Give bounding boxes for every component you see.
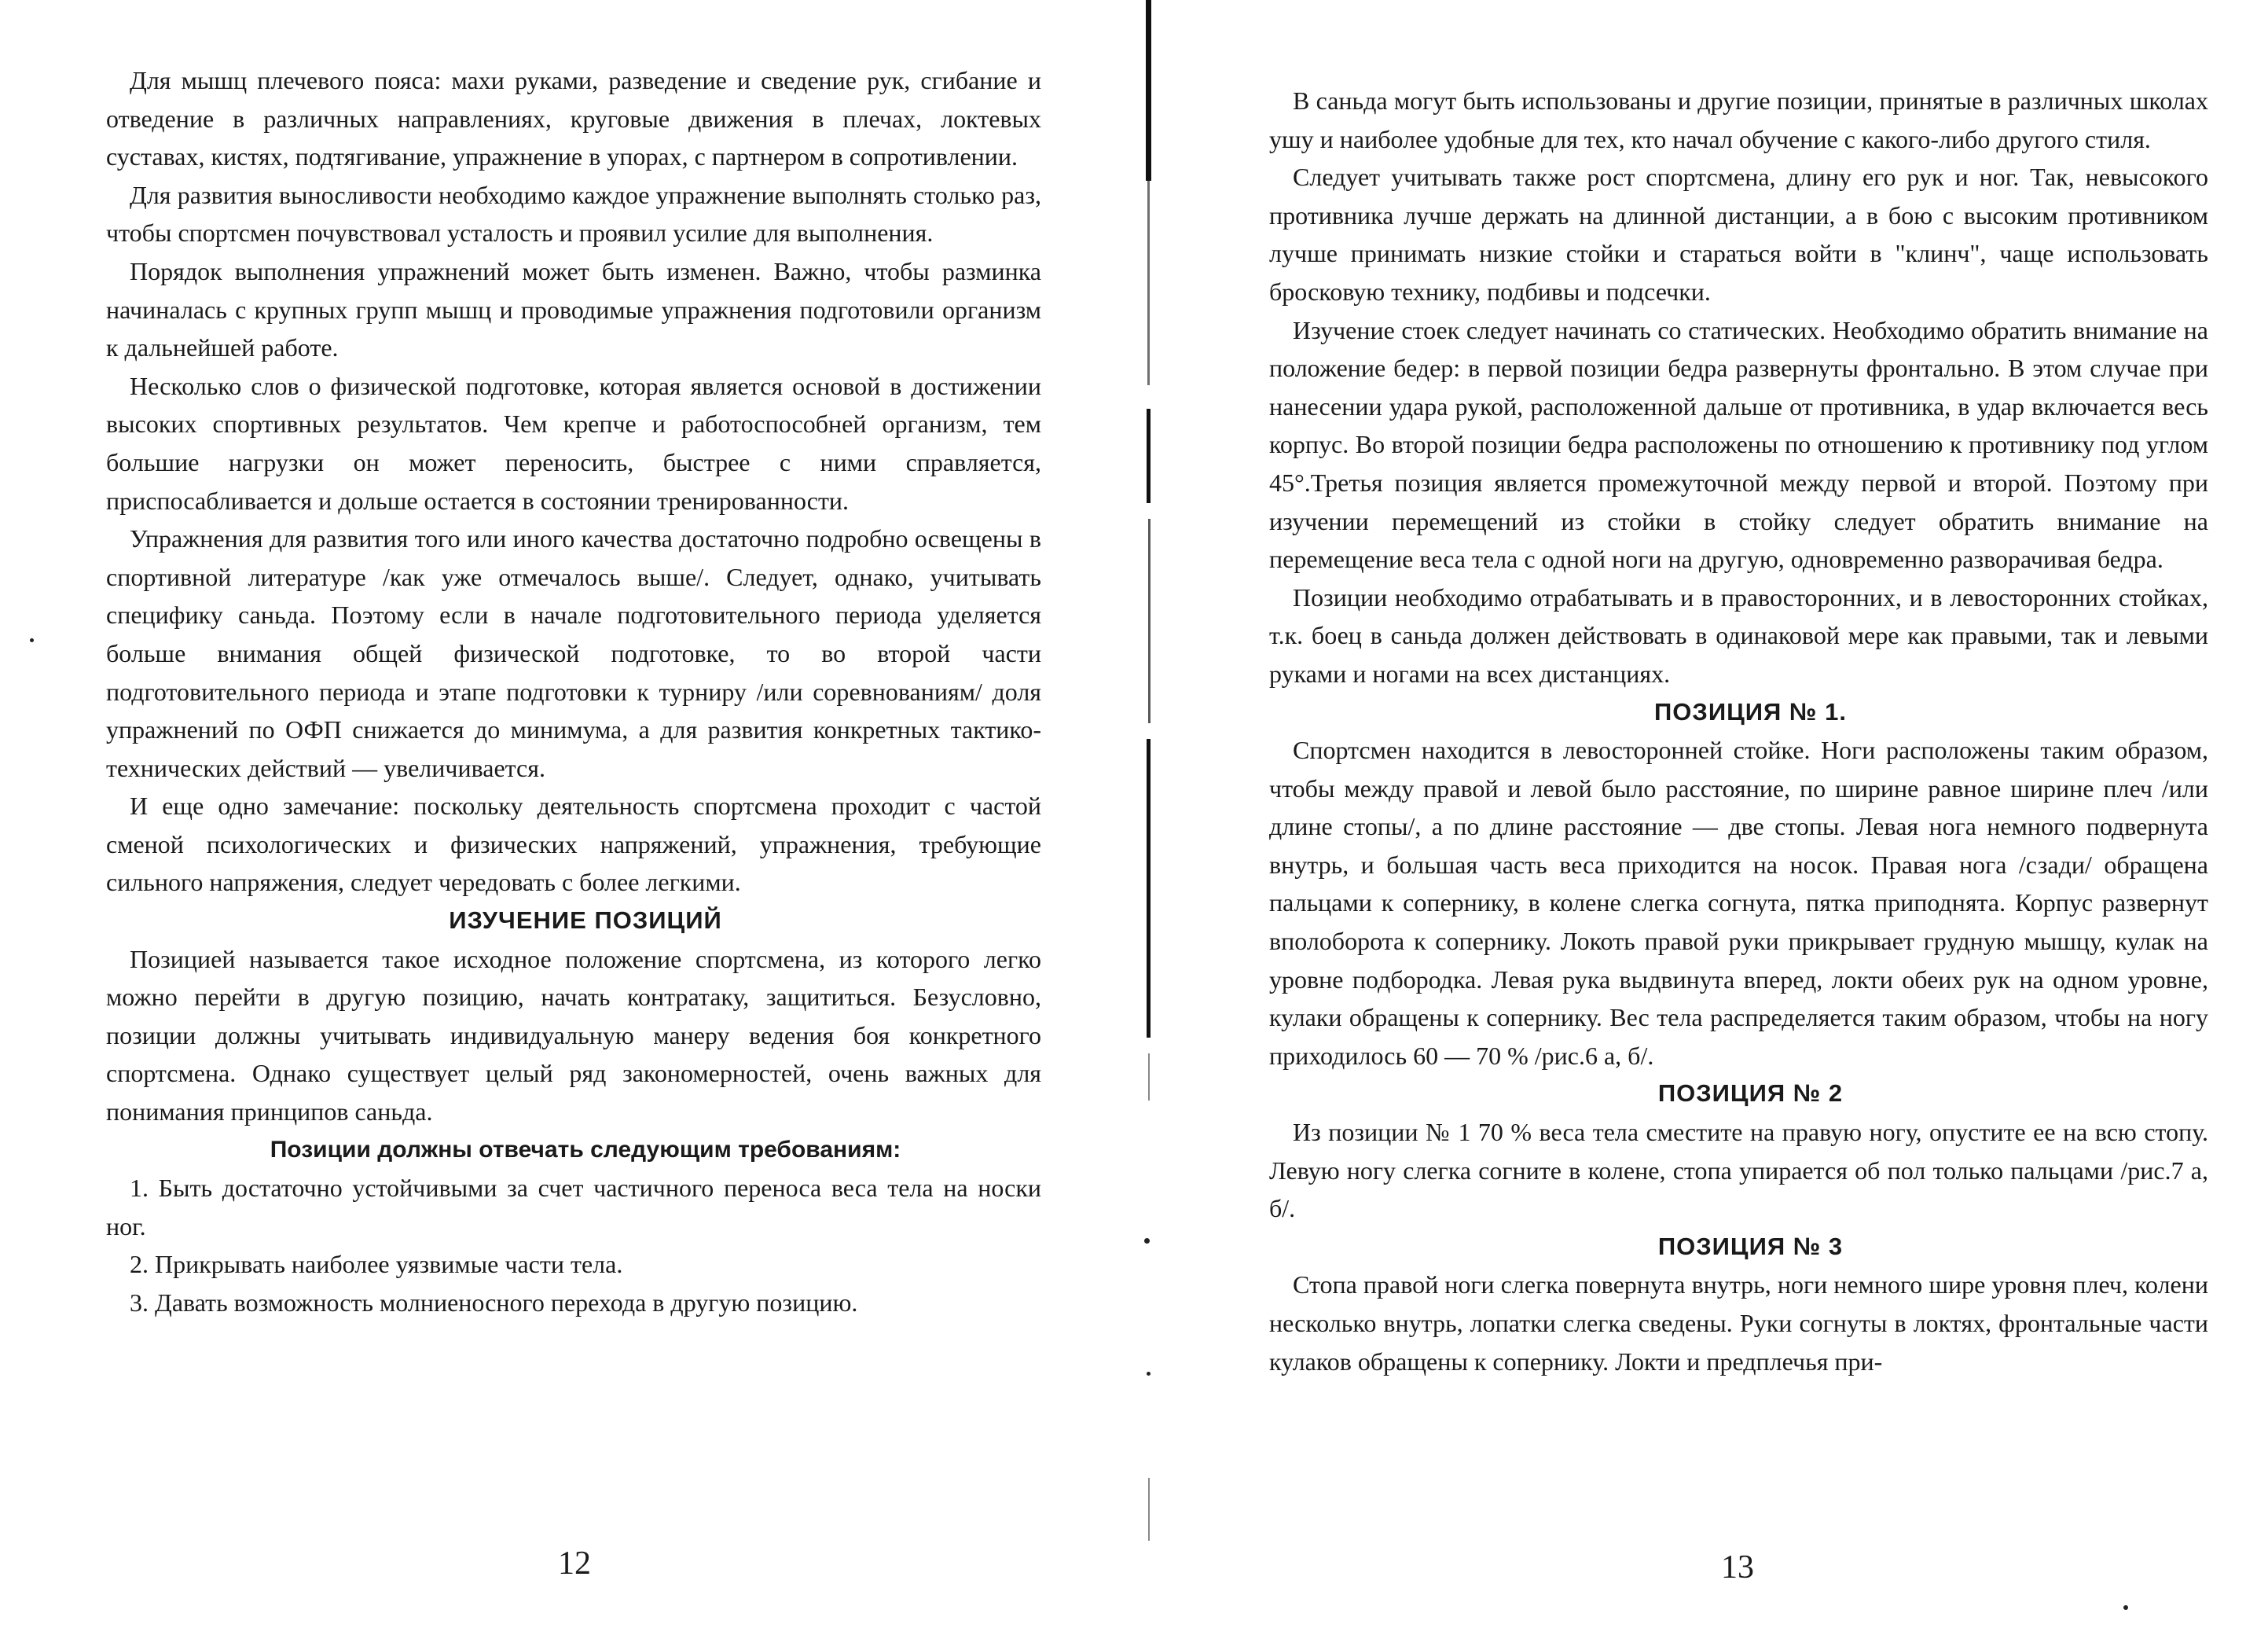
requirement-item: 1. Быть достаточно устойчивыми за счет частичного переноса веса тела на носки ног. <box>106 1174 1041 1240</box>
position-2-title: ПОЗИЦИЯ № 2 <box>1657 1079 1844 1108</box>
paragraph: Позицией называется такое исходное положение спортсмена, из которого легко можно перейти в другую позицию, начать контратаку, защититься. Безусловно, позиции должны учитывать индивидуальную манеру ведения боя конкретного спортсмена. Однако существует целый ряд закономерностей, очень важных для понимания принципов саньда. <box>106 944 1041 1126</box>
paragraph: И еще одно замечание: поскольку деятельность спортсмена проходит с частой сменой психологических и физических напряжений, упражнения, требующие сильного напряжения, следует чередовать с более легкими. <box>106 792 1041 897</box>
spine-shadow <box>1147 409 1151 503</box>
section-title: ИЗУЧЕНИЕ ПОЗИЦИЙ <box>449 906 722 935</box>
requirement-item: 2. Прикрывать наиболее уязвимые части тела. <box>130 1250 623 1279</box>
left-page-text <box>106 61 1041 1322</box>
paragraph: Несколько слов о физической подготовке, которая является основой в достижении высоких спортивных результатов. Чем крепче и работоспособней организм, тем большие нагрузки он может переносить, быстрее с ними справляется, приспосабливается и дольше остается в состоянии тренированности. <box>106 371 1041 515</box>
spine-shadow <box>1148 1478 1150 1541</box>
paragraph: Следует учитывать также рост спортсмена, длину его рук и ног. Так, невысокого противника лучше держать на длинной дистанции, а в бою с высоким противником лучше принимать низкие стойки и стараться войти в "клинч", чаще использовать бросковую технику, подбивы и подсечки. <box>1269 163 2208 306</box>
page-number: 13 <box>1721 1549 1754 1586</box>
paragraph: Упражнения для развития того или иного качества достаточно подробно освещены в спортивной литературе /как уже отмечалось выше/. Следует, однако, учитывать специфику саньда. Поэтому если в начале подготовительного периода уделяется больше внимания общей физической подготовке, то во второй части подготовительного периода и этапе подготовки к турниру /или соревнованиям/ доля упражнений по ОФП снижается до минимума, а для развития конкретных тактико-технических действий — увеличивается. <box>106 524 1041 782</box>
scan-speck <box>30 638 34 642</box>
paragraph: В саньда могут быть использованы и другие позиции, принятые в различных школах ушу и наиболее удобные для тех, кто начал обучение с какого-либо другого стиля. <box>1269 86 2208 153</box>
left-page <box>106 0 1041 1639</box>
spine-shadow <box>1148 1053 1150 1101</box>
right-page <box>1269 0 2208 1639</box>
requirements-heading: Позиции должны отвечать следующим требованиям: <box>270 1136 901 1163</box>
scan-speck <box>1144 1238 1150 1244</box>
right-page-text <box>1269 82 2208 1380</box>
page-number: 12 <box>558 1545 591 1582</box>
paragraph: Для мышц плечевого пояса: махи руками, разведение и сведение рук, сгибание и отведение в различных направлениях, круговые движения в плечах, локтевых суставах, кистях, подтягивание, упражнение в упорах, с партнером в сопротивлении. <box>106 66 1041 171</box>
book-spine <box>1132 0 1163 1639</box>
position-1-title: ПОЗИЦИЯ № 1. <box>1654 697 1847 726</box>
paragraph: Для развития выносливости необходимо каждое упражнение выполнять столько раз, чтобы спортсмен почувствовал усталость и проявил усилие для выполнения. <box>106 180 1041 248</box>
spine-shadow <box>1146 0 1151 181</box>
spine-shadow <box>1148 519 1151 723</box>
requirement-item: 3. Давать возможность молниеносного перехода в другую позицию. <box>130 1288 858 1317</box>
scan-speck <box>1147 1372 1151 1376</box>
spine-shadow <box>1147 739 1151 1038</box>
spine-shadow <box>1147 181 1150 385</box>
position-1-text: Спортсмен находится в левосторонней стойке. Ноги расположены таким образом, чтобы между правой и левой было расстояние, по ширине равное ширине плеч /или длине стопы/, а по длине расстояние — две стопы. Левая нога немного подвернута внутрь, и большая часть веса приходится на носок. Правая нога /сзади/ обращена пальцами к сопернику, в колене слегка согнута, пятка приподнята. Корпус развернут вполоборота к сопернику. Локоть правой руки прикрывает грудную мышцу, кулак на уровне подбородка. Левая рука выдвинута вперед, локти обеих рук на одном уровне, кулаки обращены к сопернику. Вес тела распределяется таким образом, чтобы на ногу приходилось 60 — 70 % /рис.6 а, б/. <box>1269 736 2208 1070</box>
position-3-title: ПОЗИЦИЯ № 3 <box>1657 1232 1844 1260</box>
position-3-text: Стопа правой ноги слегка повернута внутрь, ноги немного шире уровня плеч, колени несколько внутрь, лопатки слегка сведены. Руки согнуты в локтях, фронтальные части кулаков обращены к сопернику. Локти и предплечья при- <box>1269 1270 2208 1376</box>
paragraph: Позиции необходимо отрабатывать и в правосторонних, и в левосторонних стойках, т.к. боец в саньда должен действовать в одинаковой мере как правыми, так и левыми руками и ногами на всех дистанциях. <box>1269 582 2208 688</box>
paragraph: Порядок выполнения упражнений может быть изменен. Важно, чтобы разминка начиналась с крупных групп мышц и проводимые упражнения подготовили организм к дальнейшей работе. <box>106 256 1041 362</box>
position-2-text: Из позиции № 1 70 % веса тела сместите на правую ногу, опустите ее на всю стопу. Левую ногу слегка согните в колене, стопа упирается об пол только пальцами /рис.7 а, б/. <box>1269 1118 2208 1223</box>
paragraph: Изучение стоек следует начинать со статических. Необходимо обратить внимание на положение бедер: в первой позиции бедра развернуты фронтально. В этом случае при нанесении удара рукой, расположенной дальше от противника, в удар включается весь корпус. Во второй позиции бедра расположены по отношению к противнику под углом 45°.Третья позиция является промежуточной между первой и второй. Поэтому при изучении перемещений из стойки в стойку следует обратить внимание на перемещение веса тела с одной ноги на другую, одновременно разворачивая бедра. <box>1269 315 2208 574</box>
